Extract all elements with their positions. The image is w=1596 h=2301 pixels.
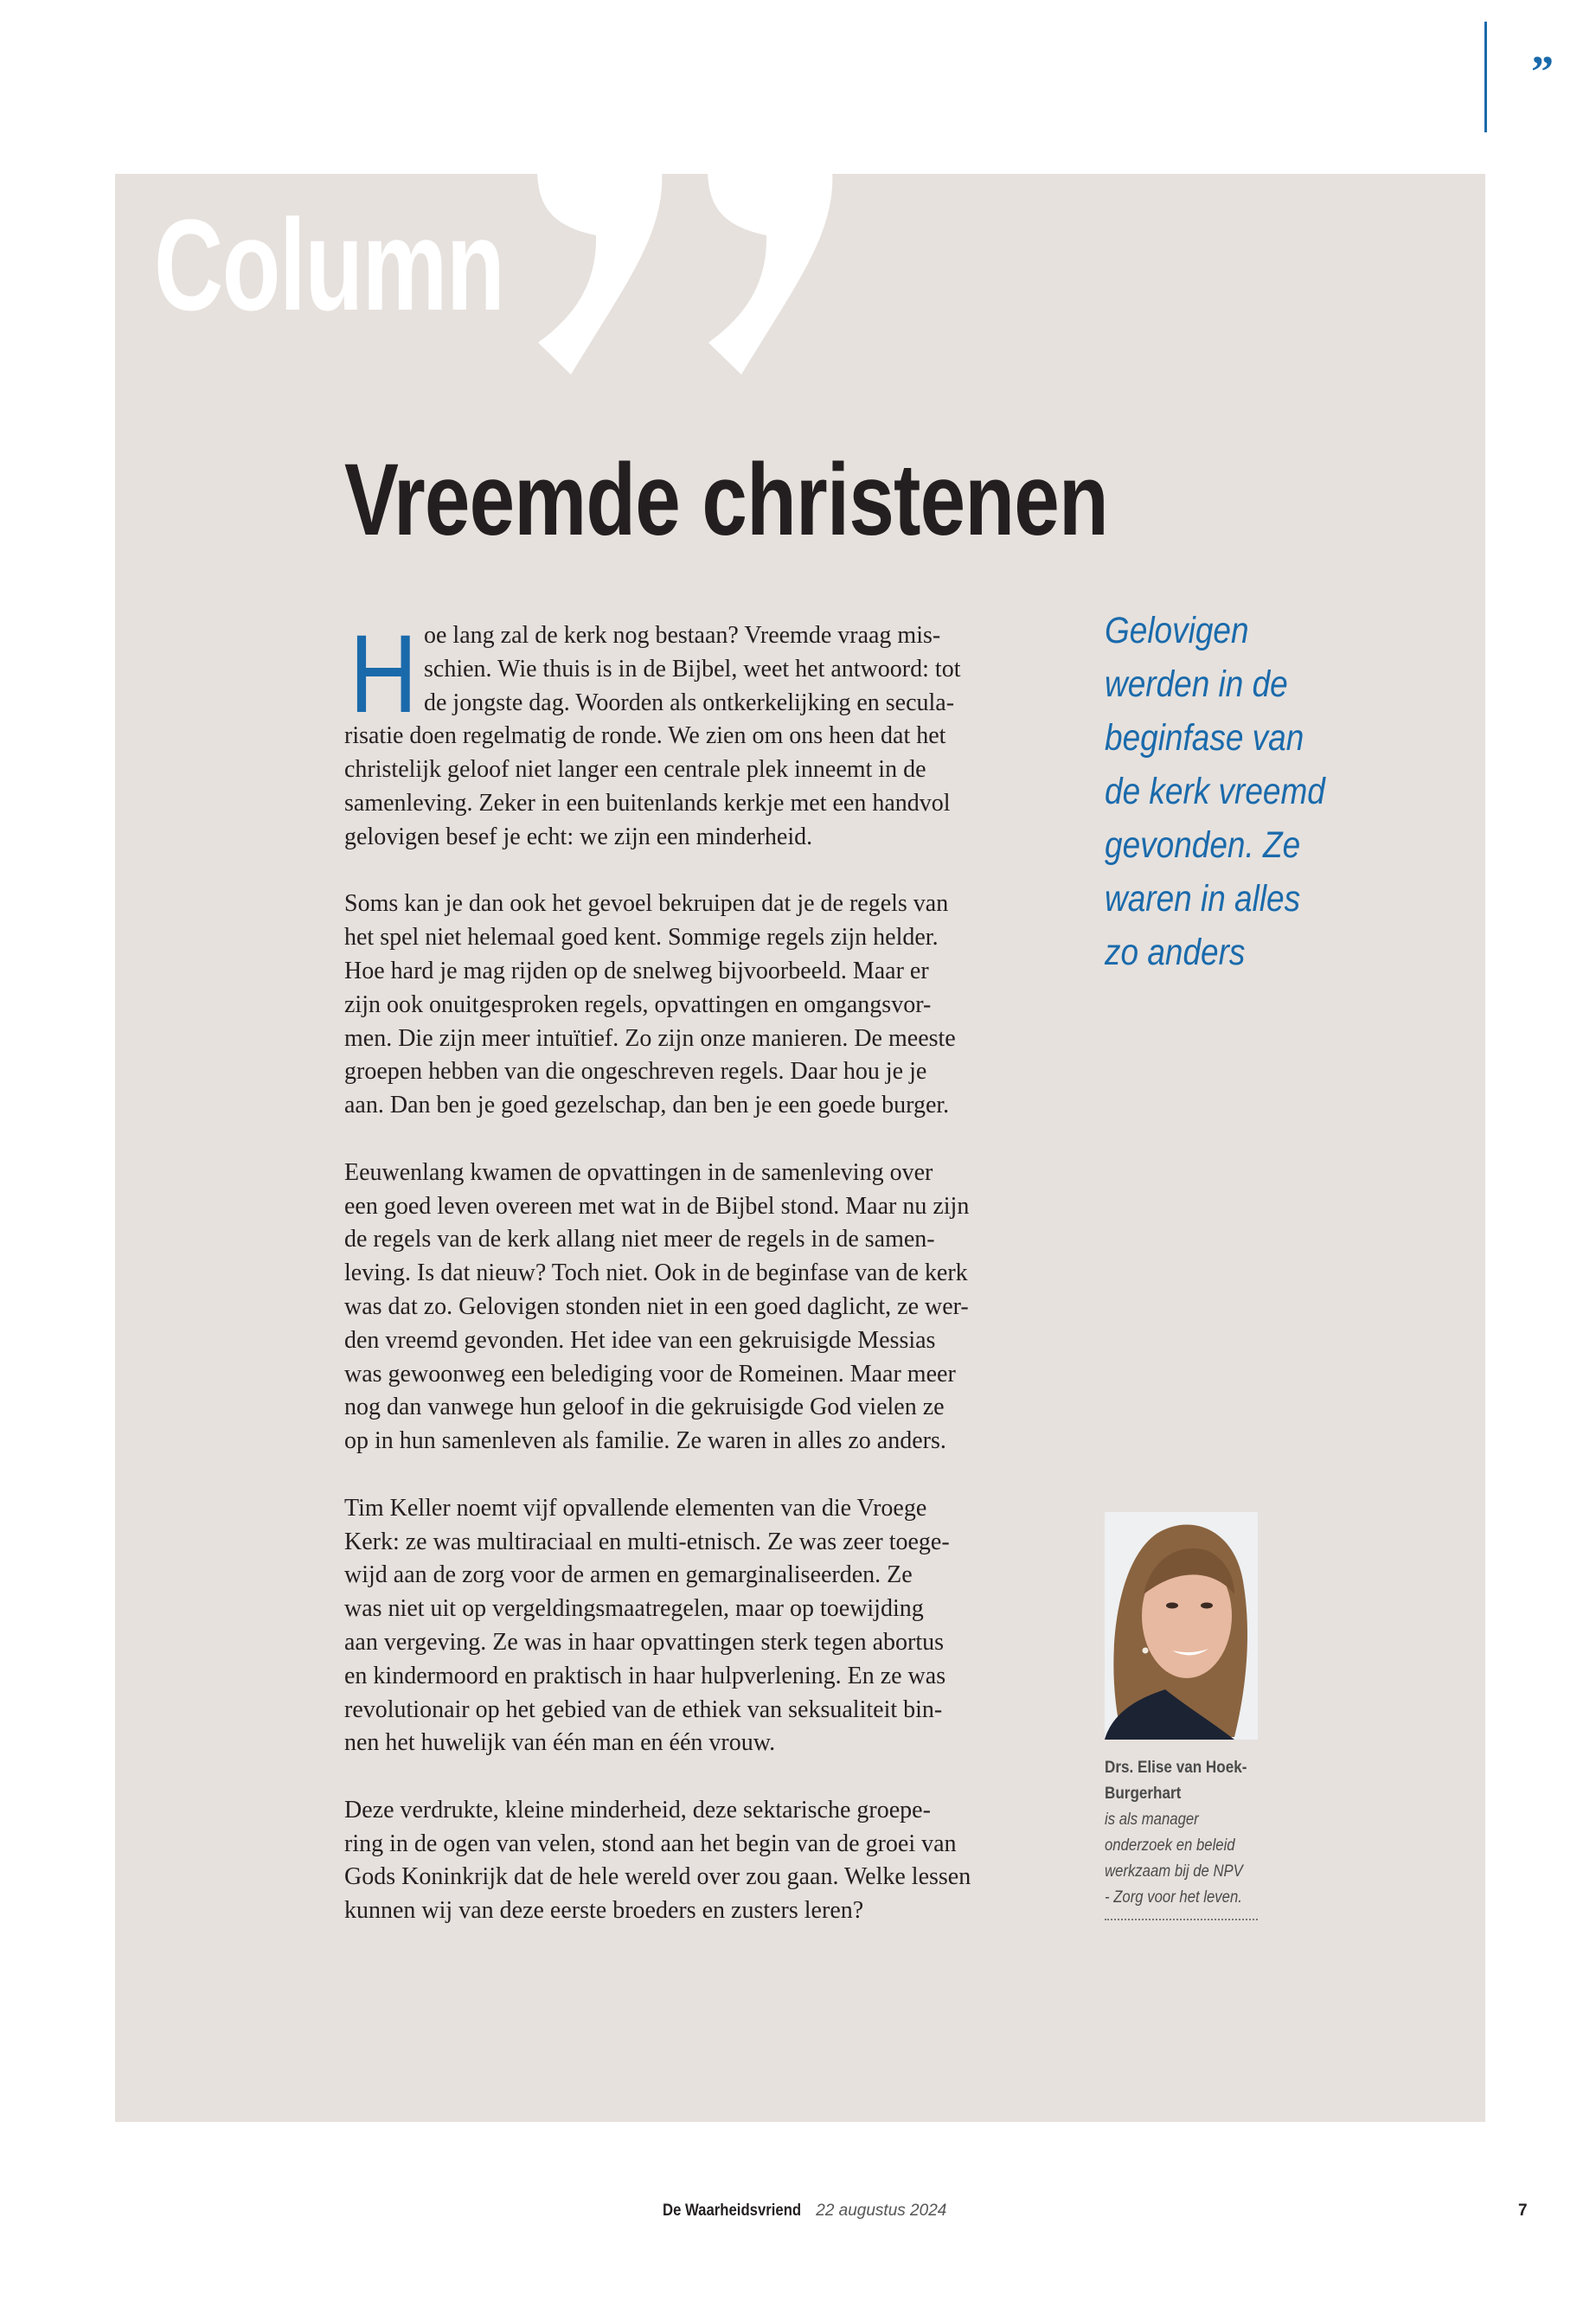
text-line: den vreemd gevonden. Het idee van een gekruisigde Messias <box>344 1326 936 1354</box>
text-line: samenleving. Zeker in een buitenlands kerkje met een handvol <box>344 789 951 817</box>
caption-divider <box>1105 1919 1258 1920</box>
author-role: - Zorg voor het leven. <box>1105 1888 1242 1907</box>
text-line: ring in de ogen van velen, stond aan het begin van de groei van <box>344 1830 957 1857</box>
text-line: de jongste dag. Woorden als ontkerkelijking en secula- <box>424 689 955 716</box>
text-line: zijn ook onuitgesproken regels, opvattingen en omgangsvor- <box>344 990 932 1018</box>
text-line: christelijk geloof niet langer een centrale plek inneemt in de <box>344 756 926 784</box>
text-line: men. Die zijn meer intuïtief. Zo zijn onze manieren. De meeste <box>344 1024 956 1052</box>
column-panel <box>115 174 1485 2122</box>
text-line: Eeuwenlang kwamen de opvattingen in de samenleving over <box>344 1158 933 1186</box>
pull-quote <box>1105 604 1325 979</box>
article-paragraph <box>344 1157 1036 1458</box>
article-paragraph <box>344 1794 1036 1928</box>
text-line: Tim Keller noemt vijf opvallende elementen van die Vroege <box>344 1494 927 1522</box>
publication-date: 22 augustus 2024 <box>816 2202 947 2220</box>
text-line: wijd aan de zorg voor de armen en gemarginaliseerden. Ze <box>344 1561 913 1589</box>
article-paragraph <box>344 612 1036 855</box>
pull-quote-line: werden in de <box>1105 663 1288 705</box>
text-line: het spel niet helemaal goed kent. Sommige regels zijn helder. <box>344 924 939 952</box>
text-line: de regels van de kerk allang niet meer de regels in de samen- <box>344 1226 935 1253</box>
page-number: 7 <box>1518 2202 1528 2220</box>
author-caption <box>1105 1755 1269 1911</box>
pull-quote-line: gevonden. Ze <box>1105 824 1301 866</box>
text-line: schien. Wie thuis is in de Bijbel, weet het antwoord: tot <box>424 655 961 683</box>
pull-quote-line: de kerk vreemd <box>1105 771 1325 812</box>
author-role: werkzaam bij de NPV <box>1105 1862 1243 1881</box>
author-name: Burgerhart <box>1105 1785 1182 1803</box>
text-line: een goed leven overeen met wat in de Bijbel stond. Maar nu zijn <box>344 1192 970 1220</box>
text-line: was gewoonweg een belediging voor de Romeinen. Maar meer <box>344 1360 956 1388</box>
text-line: Kerk: ze was multiraciaal en multi-etnisch. Ze was zeer toege- <box>344 1528 950 1555</box>
text-line: aan. Dan ben je goed gezelschap, dan ben je een goede burger. <box>344 1092 950 1119</box>
text-line: leving. Is dat nieuw? Toch niet. Ook in de beginfase van de kerk <box>344 1259 968 1287</box>
text-line: risatie doen regelmatig de ronde. We zien om ons heen dat het <box>344 722 946 750</box>
pull-quote-line: zo anders <box>1105 932 1246 973</box>
text-line: gelovigen besef je echt: we zijn een minderheid. <box>344 823 813 850</box>
author-role: is als manager <box>1105 1811 1199 1829</box>
article-paragraph <box>344 888 1036 1123</box>
text-line: Gods Koninkrijk dat de hele wereld over zou gaan. Welke lessen <box>344 1863 971 1891</box>
article-title: Vreemde christenen <box>344 443 1108 557</box>
text-line: oe lang zal de kerk nog bestaan? Vreemde vraag mis- <box>424 622 941 649</box>
author-role: onderzoek en beleid <box>1105 1836 1235 1855</box>
footer <box>663 2202 946 2219</box>
author-name: Drs. Elise van Hoek- <box>1105 1759 1247 1777</box>
text-line: revolutionair op het gebied van de ethiek van seksualiteit bin- <box>344 1695 943 1723</box>
text-line: was dat zo. Gelovigen stonden niet in een goed daglicht, ze wer- <box>344 1292 969 1320</box>
text-line: nen het huwelijk van één man en één vrouw. <box>344 1729 776 1757</box>
text-line: en kindermoord en praktisch in haar hulpverlening. En ze was <box>344 1662 946 1689</box>
pull-quote-line: beginfase van <box>1105 717 1304 759</box>
text-line: op in hun samenleven als familie. Ze waren in alles zo anders. <box>344 1427 946 1455</box>
author-photo <box>1105 1512 1258 1740</box>
closing-quote-icon: ” <box>1531 48 1554 97</box>
article-body <box>344 612 1036 1962</box>
text-line: was niet uit op vergeldingsmaatregelen, maar op toewijding <box>344 1595 924 1623</box>
section-label: Column <box>154 192 504 337</box>
drop-cap: H <box>349 612 418 736</box>
text-line: Deze verdrukte, kleine minderheid, deze sektarische groepe- <box>344 1796 931 1823</box>
text-line: aan vergeving. Ze was in haar opvattingen sterk tegen abortus <box>344 1628 945 1656</box>
pull-quote-line: Gelovigen <box>1105 610 1249 651</box>
text-line: Hoe hard je mag rijden op de snelweg bijvoorbeeld. Maar er <box>344 957 929 984</box>
text-line: groepen hebben van die ongeschreven regels. Daar hou je je <box>344 1058 927 1086</box>
header-rule <box>1484 22 1487 132</box>
text-line: kunnen wij van deze eerste broeders en zusters leren? <box>344 1897 864 1925</box>
publication-name: De Waarheidsvriend <box>663 2202 802 2220</box>
text-line: nog dan vanwege hun geloof in die gekruisigde God vielen ze <box>344 1394 945 1421</box>
pull-quote-line: waren in alles <box>1105 878 1301 920</box>
article-paragraph <box>344 1492 1036 1760</box>
text-line: Soms kan je dan ook het gevoel bekruipen dat je de regels van <box>344 890 949 918</box>
